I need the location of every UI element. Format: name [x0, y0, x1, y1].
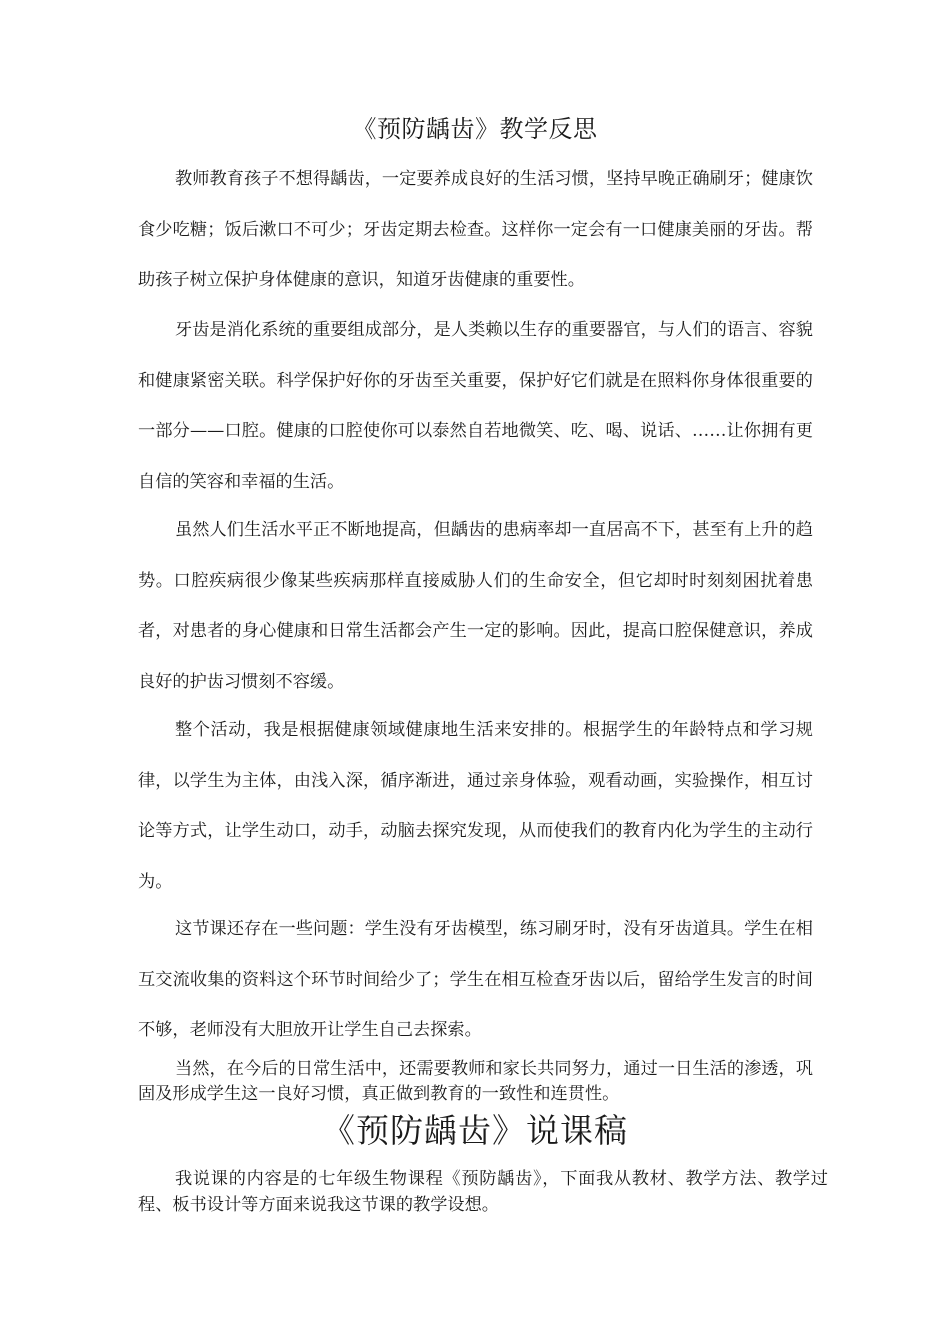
reflection-paragraph-5: 这节课还存在一些问题：学生没有牙齿模型，练习刷牙时，没有牙齿道具。学生在相互交流收集的资料这个环节时间给少了；学生在相互检查牙齿以后，留给学生发言的时间不够，老师没有大胆放开让学生自己去探索。 — [138, 919, 813, 1040]
reflection-paragraph-4: 整个活动，我是根据健康领域健康地生活来安排的。根据学生的年龄特点和学习规律，以学生为主体，由浅入深，循序渐进，通过亲身体验，观看动画，实验操作，相互讨论等方式，让学生动口，动手，动脑去探究发现，从而使我们的教育内化为学生的主动行为。 — [138, 720, 813, 892]
lecture-intro-paragraph: 我说课的内容是的七年级生物课程《预防龋齿》，下面我从教材、教学方法、教学过程、板书设计等方面来说我这节课的教学设想。 — [138, 1169, 828, 1215]
reflection-paragraph-3: 虽然人们生活水平正不断地提高，但龋齿的患病率却一直居高不下，甚至有上升的趋势。口腔疾病很少像某些疾病那样直接威胁人们的生命安全，但它却时时刻刻困扰着患者，对患者的身心健康和日常生活都会产生一定的影响。因此，提高口腔保健意识，养成良好的护齿习惯刻不容缓。 — [138, 520, 813, 692]
reflection-paragraph-2: 牙齿是消化系统的重要组成部分，是人类赖以生存的重要器官，与人们的语言、容貌和健康紧密关联。科学保护好你的牙齿至关重要，保护好它们就是在照料你身体很重要的一部分——口腔。健康的口腔使你可以泰然自若地微笑、吃、喝、说话、……让你拥有更自信的笑容和幸福的生活。 — [138, 320, 813, 492]
reflection-paragraph-6: 当然，在今后的日常生活中，还需要教师和家长共同努力，通过一日生活的渗透，巩固及形成学生这一良好习惯，真正做到教育的一致性和连贯性。 — [138, 1059, 813, 1104]
reflection-paragraph-1: 教师教育孩子不想得龋齿，一定要养成良好的生活习惯，坚持早晚正确刷牙；健康饮食少吃糖；饭后漱口不可少；牙齿定期去检查。这样你一定会有一口健康美丽的牙齿。帮助孩子树立保护身体健康的意识，知道牙齿健康的重要性。 — [138, 169, 813, 290]
reflection-title: 《预防龋齿》教学反思 — [352, 115, 598, 143]
lecture-title: 《预防龋齿》说课稿 — [322, 1111, 628, 1150]
